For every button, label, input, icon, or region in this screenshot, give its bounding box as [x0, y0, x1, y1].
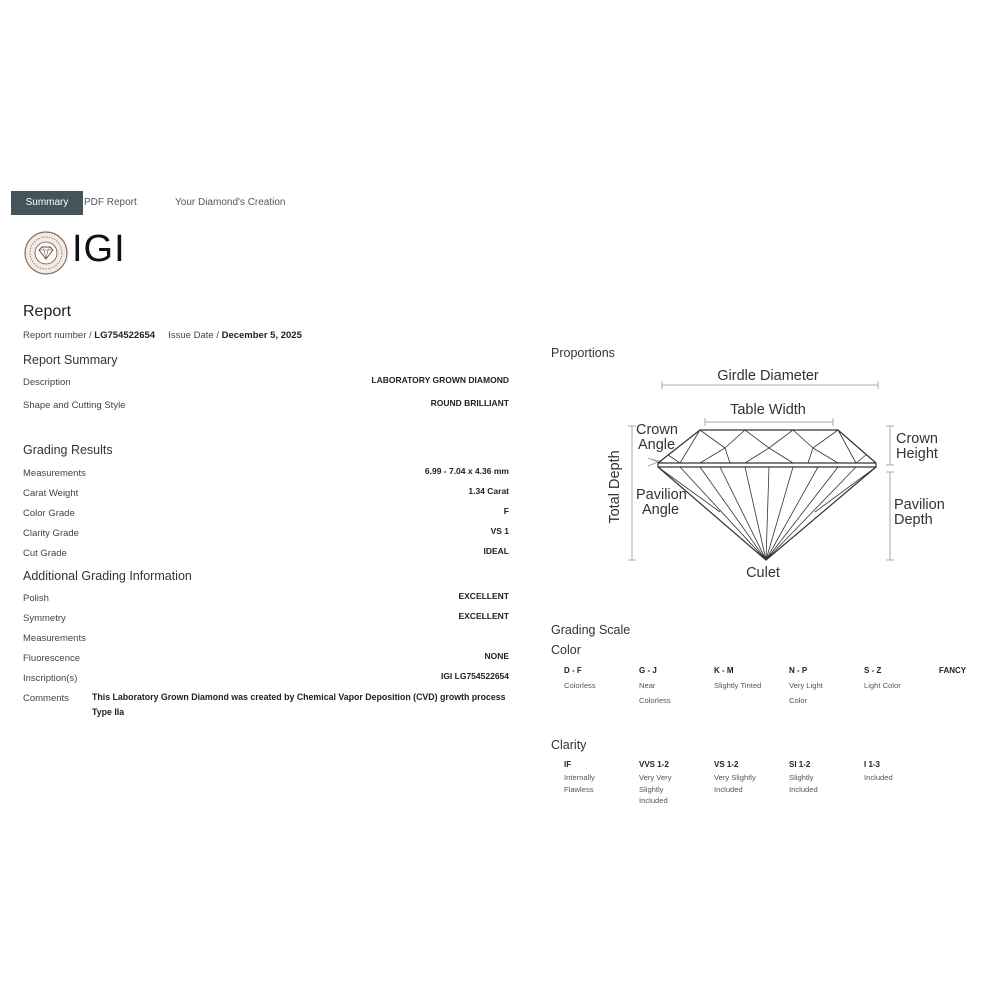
row-value-measurements: 6.99 - 7.04 x 4.36 mm	[424, 466, 509, 476]
clarity-scale-title: Clarity	[551, 738, 587, 752]
label-girdle-diameter: Girdle Diameter	[717, 368, 819, 384]
clarity-scale-item	[864, 757, 934, 784]
clarity-desc: Flawless	[564, 784, 594, 794]
tab-summary[interactable]: Summary	[11, 191, 83, 215]
igi-seal-logo	[24, 231, 68, 275]
color-code: FANCY	[939, 666, 967, 675]
color-code: S - Z	[864, 666, 882, 675]
color-desc: Color	[789, 696, 808, 705]
clarity-scale-item	[714, 757, 784, 795]
diamond-proportions-diagram	[600, 362, 960, 584]
clarity-code: IF	[564, 760, 572, 769]
color-desc: Near	[639, 681, 656, 690]
report-number: LG754522654	[94, 330, 156, 341]
row-label-fluorescence: Fluorescence	[23, 653, 81, 664]
row-label-color: Color Grade	[23, 508, 75, 519]
igi-logo-text: IGI	[72, 228, 126, 270]
clarity-desc: Internally	[564, 773, 595, 782]
grading-results-title: Grading Results	[23, 443, 113, 457]
proportions-title: Proportions	[551, 346, 615, 360]
row-label-polish: Polish	[23, 593, 49, 604]
color-scale-item	[639, 663, 709, 708]
row-value-polish: EXCELLENT	[458, 591, 509, 601]
report-summary-title: Report Summary	[23, 353, 118, 367]
row-value-description: LABORATORY GROWN DIAMOND	[371, 375, 509, 385]
row-value-inscription: IGI LG754522654	[440, 671, 509, 681]
row-label-inscription: Inscription(s)	[23, 673, 78, 684]
row-label-shape: Shape and Cutting Style	[23, 400, 126, 411]
label-total-depth: Total Depth	[607, 450, 623, 524]
color-scale-item	[939, 663, 994, 678]
issue-date-label: Issue Date /	[168, 330, 219, 341]
color-code: K - M	[714, 666, 734, 675]
clarity-desc: Very Very	[639, 773, 672, 782]
row-label-measurements: Measurements	[23, 468, 86, 479]
clarity-desc: Included	[714, 784, 743, 794]
tab-diamond-creation[interactable]: Your Diamond's Creation	[175, 197, 286, 208]
label-crown-height-2: Height	[896, 446, 938, 462]
clarity-scale-item	[564, 757, 634, 795]
clarity-desc: Slightly	[789, 773, 814, 782]
row-value-symmetry: EXCELLENT	[458, 611, 509, 621]
tab-pdf-report[interactable]: PDF Report	[84, 197, 137, 208]
label-pavilion-angle-1: Pavilion	[636, 487, 687, 503]
color-code: N - P	[789, 666, 808, 675]
comments-text: This Laboratory Grown Diamond was created by Chemical Vapor Deposition (CVD) growth process Type IIa	[92, 692, 506, 717]
row-label-symmetry: Symmetry	[23, 613, 66, 624]
label-crown-angle-1: Crown	[636, 422, 678, 438]
row-label-comments: Comments	[23, 693, 69, 704]
label-pavilion-angle-2: Angle	[642, 502, 680, 518]
color-scale-item	[864, 663, 934, 693]
row-label-description: Description	[23, 377, 71, 388]
clarity-code: SI 1-2	[789, 760, 811, 769]
clarity-desc: Included	[864, 773, 893, 782]
row-value-clarity: VS 1	[490, 526, 509, 536]
report-meta	[23, 330, 302, 341]
clarity-desc: Included	[639, 796, 668, 805]
clarity-code: VVS 1-2	[639, 760, 669, 769]
color-code: G - J	[639, 666, 657, 675]
label-crown-height-1: Crown	[896, 431, 938, 447]
label-pavilion-depth-1: Pavilion	[894, 497, 945, 513]
color-scale-item	[789, 663, 859, 708]
clarity-desc: Slightly	[639, 784, 664, 794]
label-crown-angle-2: Angle	[638, 437, 676, 453]
report-title: Report	[23, 303, 72, 320]
row-value-shape: ROUND BRILLIANT	[430, 398, 509, 408]
row-label-cut: Cut Grade	[23, 548, 67, 559]
row-label-carat: Carat Weight	[23, 488, 79, 499]
report-number-label: Report number /	[23, 330, 92, 341]
issue-date: December 5, 2025	[221, 330, 302, 341]
clarity-code: I 1-3	[864, 760, 881, 769]
color-desc: Colorless	[564, 681, 596, 690]
row-value-fluorescence: NONE	[484, 651, 509, 661]
clarity-desc: Included	[789, 784, 818, 794]
color-code: D - F	[564, 666, 582, 675]
row-label-clarity: Clarity Grade	[23, 528, 79, 539]
row-label-add-measurements: Measurements	[23, 633, 86, 644]
color-desc: Very Light	[789, 681, 823, 690]
clarity-code: VS 1-2	[714, 760, 739, 769]
row-value-color: F	[503, 506, 509, 516]
clarity-desc: Very Slightly	[714, 773, 756, 782]
grading-scale-title: Grading Scale	[551, 623, 631, 637]
clarity-scale-item	[639, 757, 709, 807]
additional-info-title: Additional Grading Information	[23, 569, 192, 583]
row-value-carat: 1.34 Carat	[468, 486, 509, 496]
color-desc: Light Color	[864, 681, 901, 690]
row-value-cut: IDEAL	[483, 546, 509, 556]
label-pavilion-depth-2: Depth	[894, 512, 933, 528]
color-scale-title: Color	[551, 643, 581, 657]
label-culet: Culet	[746, 565, 780, 581]
label-table-width: Table Width	[730, 402, 806, 418]
color-desc: Colorless	[639, 696, 671, 705]
color-desc: Slightly Tinted	[714, 681, 762, 690]
color-scale-item	[564, 663, 634, 693]
clarity-scale-item	[789, 757, 859, 795]
color-scale-item	[714, 663, 784, 693]
